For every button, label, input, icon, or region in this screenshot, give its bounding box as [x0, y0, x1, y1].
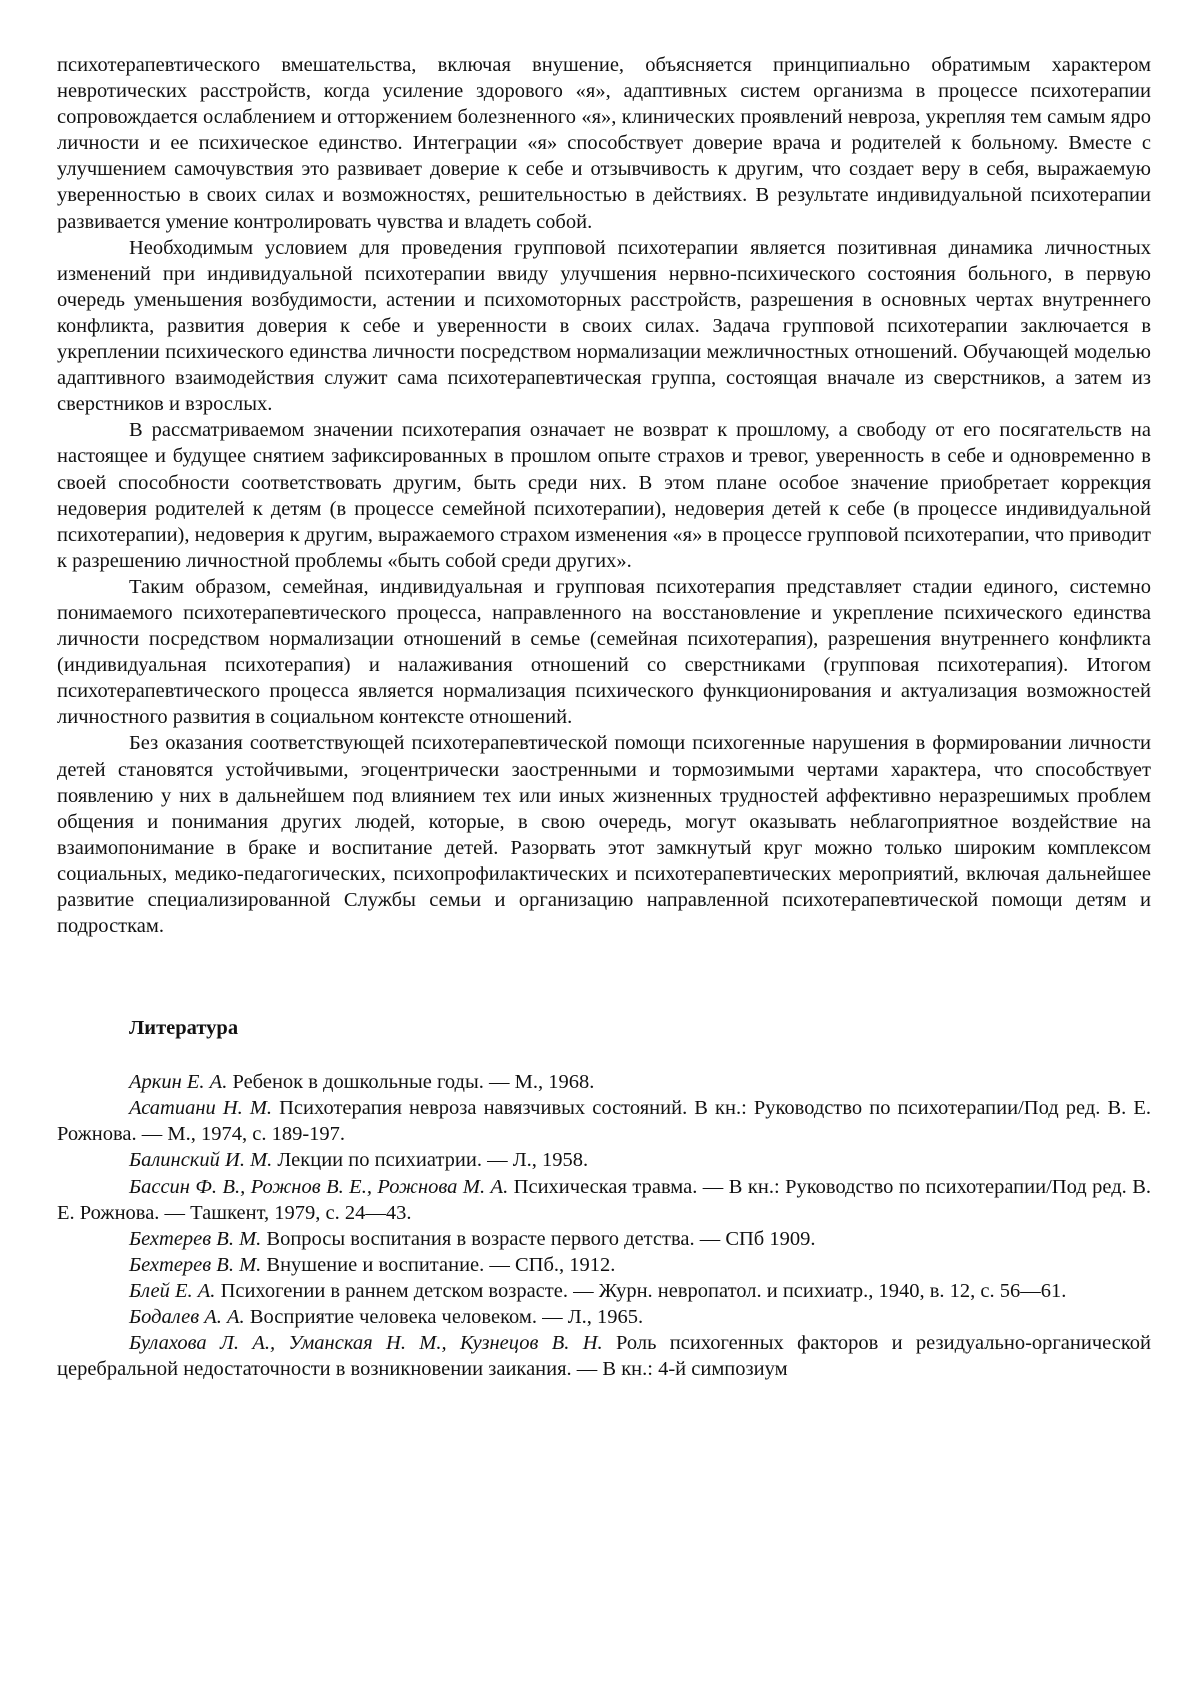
- references-list: [57, 1069, 1151, 1382]
- reference-author: Блей Е. А.: [129, 1279, 216, 1302]
- reference-text: Психическая травма. — В кн.: Руководство по психотерапии/Под ред. В. Е. Рожнова. — Ташкент, 1979, с. 24—43.: [57, 1175, 1152, 1224]
- reference-item: [57, 1095, 1151, 1147]
- reference-item: [57, 1147, 1151, 1173]
- reference-text: Внушение и воспитание. — СПб., 1912.: [261, 1253, 616, 1276]
- reference-author: Асатиани Н. М.: [129, 1097, 273, 1120]
- paragraph-4: Таким образом, семейная, индивидуальная и групповая психотерапия представляет стадии единого, системно понимаемого психотерапевтического процесса, направленного на восстановление и укрепление психического единства личности посредством нормализации отношений в семье (семейная психотерапия), разрешения внутреннего конфликта (индивидуальная психотерапия) и налаживания отношений со сверстниками (групповая психотерапия). Итогом психотерапевтического процесса является нормализация психического функционирования и актуализация возможностей личностного развития в социальном контексте отношений.: [57, 575, 1151, 729]
- reference-item: [57, 1330, 1151, 1382]
- reference-author: Бассин Ф. В., Рожнов В. Е., Рожнова М. А.: [129, 1175, 509, 1198]
- reference-item: [57, 1226, 1151, 1252]
- reference-text: Роль психогенных факторов и резидуально-органической церебральной недостаточности в возникновении заикания. — В кн.: 4-й симпозиум: [57, 1332, 1151, 1381]
- reference-text: Вопросы воспитания в возрасте первого детства. — СПб 1909.: [261, 1227, 816, 1250]
- reference-text: Психотерапия невроза навязчивых состояний. В кн.: Руководство по психотерапии/Под ред. В. Е. Рожнова. — М., 1974, с. 189-197.: [57, 1097, 1151, 1146]
- reference-author: Бехтерев В. М.: [129, 1227, 262, 1250]
- reference-text: Восприятие человека человеком. — Л., 1965.: [244, 1306, 644, 1329]
- reference-item: [57, 1252, 1151, 1278]
- paragraph-3: В рассматриваемом значении психотерапия означает не возврат к прошлому, а свободу от его посягательств на настоящее и будущее снятием зафиксированных в прошлом опыте страхов и тревог, уверенность в себе и одновременно в своей способности соответствовать другим, быть среди них. В этом плане особое значение приобретает коррекция недоверия родителей к детям (в процессе семейной психотерапии), недоверия детей к себе (в процессе индивидуальной психотерапии), недоверия к другим, выражаемого страхом изменения «я» в процессе групповой психотерапии, что приводит к разрешению личностной проблемы «быть собой среди других».: [57, 419, 1151, 572]
- reference-author: Аркин Е. А.: [129, 1071, 228, 1094]
- reference-author: Бехтерев В. М.: [129, 1253, 262, 1276]
- reference-text: Лекции по психиатрии. — Л., 1958.: [272, 1149, 589, 1172]
- reference-item: [57, 1304, 1151, 1330]
- body-text: [57, 52, 1151, 939]
- reference-author: Балинский И. М.: [129, 1149, 273, 1172]
- paragraph-1: психотерапевтического вмешательства, включая внушение, объясняется принципиально обратимым характером невротических расстройств, когда усиление здорового «я», адаптивных систем организма в процессе психотерапии сопровождается ослаблением и отторжением болезненного «я», клинических проявлений невроза, укрепляя тем самым ядро личности и ее психическое единство. Интеграции «я» способствует доверие врача и родителей к больному. Вместе с улучшением самочувствия это развивает доверие к себе и отзывчивость к другим, что создает веру в себя, выражаемую уверенностью в своих силах и возможностях, решительностью в действиях. В результате индивидуальной психотерапии развивается умение контролировать чувства и владеть собой.: [57, 54, 1151, 233]
- document-page: [57, 52, 1151, 1672]
- reference-author: Булахова Л. А., Уманская Н. М., Кузнецов В. Н.: [129, 1332, 603, 1355]
- reference-text: Ребенок в дошкольные годы. — М., 1968.: [227, 1071, 595, 1094]
- reference-text: Психогении в раннем детском возрасте. — Журн. невропатол. и психиатр., 1940, в. 12, с. 56—61.: [215, 1279, 1067, 1302]
- paragraph-5: Без оказания соответствующей психотерапевтической помощи психогенные нарушения в формировании личности детей становятся устойчивыми, эгоцентрически заостренными и тормозимыми чертами характера, что способствует появлению у них в дальнейшем под влиянием тех или иных жизненных трудностей аффективно неразрешимых проблем общения и понимания других людей, которые, в свою очередь, могут оказывать неблагоприятное воздействие на взаимопонимание в браке и воспитание детей. Разорвать этот замкнутый круг можно только широким комплексом социальных, медико-педагогических, психопрофилактических и психотерапевтических мероприятий, включая дальнейшее развитие специализированной Службы семьи и организацию направленной психотерапевтической помощи детям и подросткам.: [57, 732, 1151, 938]
- reference-item: [57, 1174, 1151, 1226]
- reference-author: Бодалев А. А.: [129, 1306, 245, 1329]
- reference-item: [57, 1069, 1151, 1095]
- references-heading: Литература: [129, 1017, 239, 1040]
- reference-item: [57, 1278, 1151, 1304]
- paragraph-2: Необходимым условием для проведения групповой психотерапии является позитивная динамика личностных изменений при индивидуальной психотерапии ввиду улучшения нервно-психического состояния больного, в первую очередь уменьшения возбудимости, астении и психомоторных расстройств, разрешения в основных чертах внутреннего конфликта, развития доверия к себе и уверенности в своих силах. Задача групповой психотерапии заключается в укреплении психического единства личности посредством нормализации межличностных отношений. Обучающей моделью адаптивного взаимодействия служит сама психотерапевтическая группа, состоящая вначале из сверстников, а затем из сверстников и взрослых.: [57, 236, 1151, 416]
